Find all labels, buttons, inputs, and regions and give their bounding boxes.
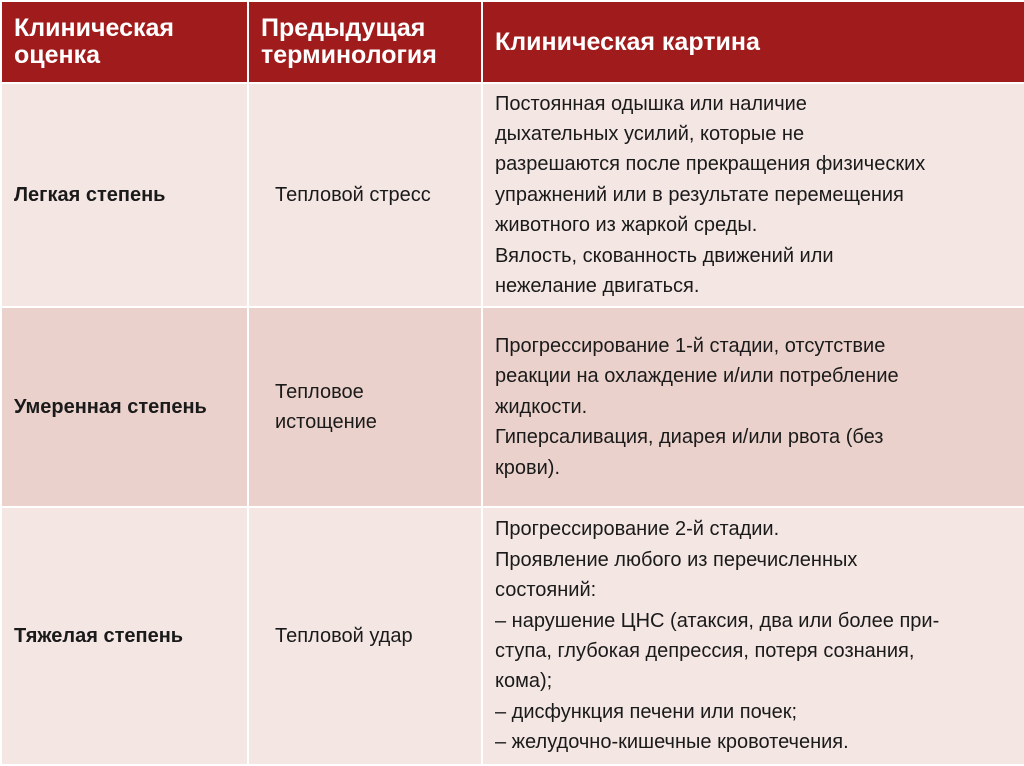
description-cell: Прогрессирование 1-й стадии, отсутствие реакции на охлаждение и/или потребление жидкости. Гиперсаливация, диарея и/или рвота (без крови). bbox=[482, 307, 1024, 507]
header-previous-terminology: Предыдущая терминология bbox=[248, 1, 482, 83]
table-row-mild bbox=[1, 83, 1024, 307]
grade-cell: Тяжелая степень bbox=[1, 507, 248, 765]
header-row bbox=[1, 1, 1024, 83]
term-cell: Тепловой стресс bbox=[248, 83, 482, 307]
description-cell: Прогрессирование 2-й стадии. Проявление любого из перечисленных состояний: – нарушение ЦНС (атаксия, два или более при- ступа, глубокая депрессия, потеря сознания, кома); – дисфункция печени или почек; – желудочно-кишечные кровотечения. bbox=[482, 507, 1024, 765]
header-clinical-assessment: Клиническая оценка bbox=[1, 1, 248, 83]
grade-cell: Умеренная степень bbox=[1, 307, 248, 507]
table-row-severe bbox=[1, 507, 1024, 765]
description-cell: Постоянная одышка или наличие дыхательных усилий, которые не разрешаются после прекращения физических упражнений или в результате перемещения животного из жаркой среды. Вялость, скованность движений или нежелание двигаться. bbox=[482, 83, 1024, 307]
table-row-moderate bbox=[1, 307, 1024, 507]
grade-cell: Легкая степень bbox=[1, 83, 248, 307]
header-clinical-picture: Клиническая картина bbox=[482, 1, 1024, 83]
term-cell: Тепловой удар bbox=[248, 507, 482, 765]
term-cell: Тепловое истощение bbox=[248, 307, 482, 507]
